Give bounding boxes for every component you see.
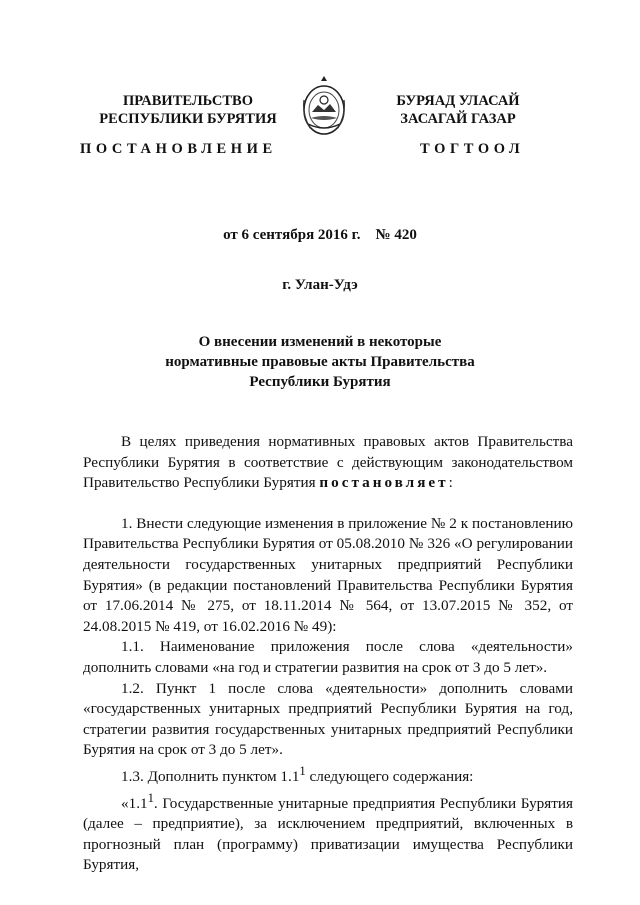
issuer-ru (88, 92, 288, 128)
clause-1-1-1 (83, 788, 573, 876)
clause-1-2: 1.2. Пункт 1 после слова «деятельности» дополнить словами «государственных унитарных предприятий Республики Бурятия на год, стратегии развития государственных унитарных предприятий Республики Бурятия на срок от 3 до 5 лет». (83, 679, 573, 759)
doc-type-ru: ПОСТАНОВЛЕНИЕ (80, 141, 277, 157)
clause-1-1-1-sup: 1 (147, 790, 154, 805)
issuer-bua-line1: БУРЯАД УЛАСАЙ (396, 93, 520, 109)
city: г. Улан-Удэ (282, 277, 358, 293)
clause-1-1: 1.1. Наименование приложения после слова «деятельности» дополнить словами «на год и стратегии развития на срок от 3 до 5 лет». (83, 638, 573, 676)
date-number: от 6 сентября 2016 г. № 420 (223, 227, 417, 243)
clause-1-1-1-start: «1.1 (121, 794, 148, 812)
issuer-ru-line2: РЕСПУБЛИКИ БУРЯТИЯ (99, 111, 277, 127)
clause-1: 1. Внести следующие изменения в приложение № 2 к постановлению Правительства Республики Бурятия от 05.08.2010 № 326 «О регулировании деятельности государственных унитарных предприятий Республики Бурятия» (в редакции постановлений Правительства Республики Бурятия от 17.06.2014 № 275, от 18.11.2014 № 564, от 13.07.2015 № 352, от 24.08.2015 № 419, от 16.02.2016 № 49): (83, 514, 573, 635)
preamble-colon: : (448, 474, 453, 492)
decree-word: постановляет (319, 474, 449, 492)
clause-1-3-text: 1.3. Дополнить пунктом 1.1 (121, 767, 300, 785)
title-line3: Республики Бурятия (249, 374, 391, 390)
document-body (83, 432, 573, 876)
preamble-text: В целях приведения нормативных правовых актов Правительства Республики Бурятия в соответствие с действующим законодательством Правительство Республики Бурятия (83, 433, 573, 492)
issuer-bua (358, 92, 558, 128)
title-line2: нормативные правовые акты Правительства (165, 354, 475, 370)
clause-1-3-end: следующего содержания: (305, 767, 474, 785)
clause-1-3 (83, 761, 573, 788)
coat-of-arms-emblem (300, 74, 348, 140)
clause-1-3-sup: 1 (299, 763, 306, 778)
doc-type-bua: ТОГТООЛ (420, 141, 525, 157)
issuer-ru-line1: ПРАВИТЕЛЬСТВО (123, 93, 253, 109)
preamble-paragraph (83, 432, 573, 494)
clause-1-1-1-text: . Государственные унитарные предприятия Республики Бурятия (далее – предприятие), за исключением предприятий, включенных в прогнозный план (программу) приватизации имущества Республики Бурятия, (83, 794, 573, 874)
document-title (0, 332, 640, 392)
title-line1: О внесении изменений в некоторые (198, 334, 442, 350)
issuer-bua-line2: ЗАСАГАЙ ГАЗАР (400, 111, 516, 127)
